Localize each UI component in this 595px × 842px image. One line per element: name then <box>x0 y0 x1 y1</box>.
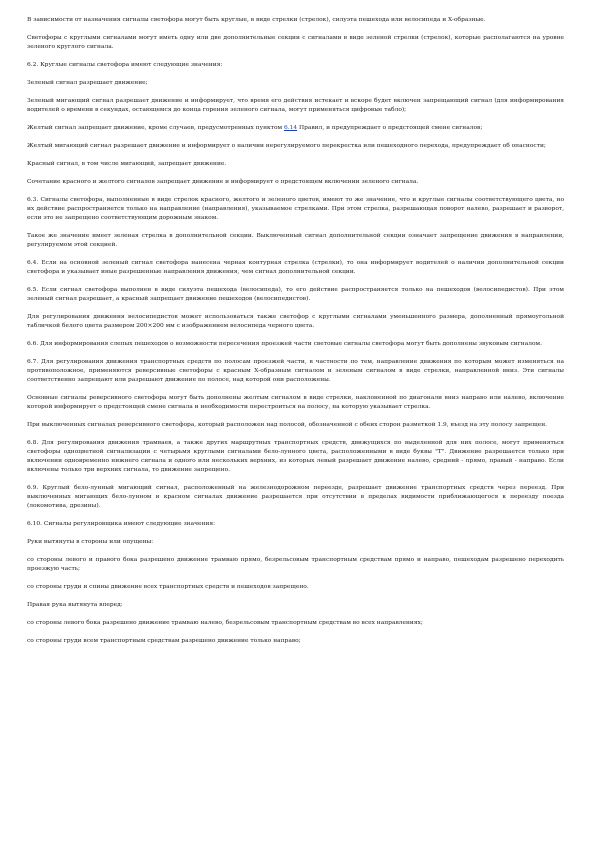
paragraph: Красный сигнал, в том числе мигающий, запрещает движение. <box>27 161 227 167</box>
section-6-4: 6.4. Если на основной зеленый сигнал светофора нанесена черная контурная стрелка (стрелки), то она информирует водителей о наличии дополнительной секции светофора и указывает иные разрешенные направления движения, чем сигнал дополнительной секции. <box>27 260 564 275</box>
paragraph: Такое же значение имеет зеленая стрелка в дополнительной секции. Выключенный сигнал дополнительной секции означает запрещение движения в направлении, регулируемом этой секцией. <box>27 233 564 248</box>
paragraph: Правая рука вытянута вперед: <box>27 602 123 608</box>
paragraph-text-before-link: Желтый сигнал запрещает движение, кроме случаев, предусмотренных пунктом <box>27 125 284 131</box>
paragraph: Зеленый мигающий сигнал разрешает движение и информирует, что время его действия истекает и вскоре будет включен запрещающий сигнал (для информирования водителей о времени в секундах, остающемся до конца горения зеленого сигнала, могут применяться цифровые табло); <box>27 98 564 113</box>
paragraph: Сочетание красного и желтого сигналов запрещает движение и информирует о предстоящем включении зеленого сигнала. <box>27 179 419 185</box>
section-heading-6-10: 6.10. Сигналы регулировщика имеют следующие значения: <box>27 521 216 527</box>
section-heading-6-2: 6.2. Круглые сигналы светофора имеют следующие значения: <box>27 62 223 68</box>
section-6-5: 6.5. Если сигнал светофора выполнен в виде силуэта пешехода (велосипеда), то его действие распространяется только на пешеходов (велосипедистов). При этом зеленый сигнал разрешает, а красный запрещает движение пешеходов (велосипедистов). <box>27 287 564 302</box>
paragraph: Желтый мигающий сигнал разрешает движение и информирует о наличии нерегулируемого перекрестка или пешеходного перехода, предупреждает об опасности; <box>27 143 546 149</box>
paragraph-with-link <box>27 124 564 133</box>
section-6-9: 6.9. Круглый бело-лунный мигающий сигнал, расположенный на железнодорожном переезде, разрешает движение транспортных средств через переезд. При выключенных мигающих бело-лунном и красном сигналах движение разрешается при отсутствии в пределах видимости приближающегося к переезду поезда (локомотива, дрезины). <box>27 485 564 509</box>
section-6-6: 6.6. Для информирования слепых пешеходов о возможности пересечения проезжей части световые сигналы светофора могут быть дополнены звуковым сигналом. <box>27 341 542 347</box>
document-body <box>27 16 564 655</box>
paragraph: со стороны левого бока разрешено движение трамваю налево, безрельсовым транспортным средствам во всех направлениях; <box>27 620 423 626</box>
paragraph: При выключенных сигналах реверсивного светофора, который расположен над полосой, обозначенной с обеих сторон разметкой 1.9, въезд на эту полосу запрещен. <box>27 422 548 428</box>
paragraph: В зависимости от назначения сигналы светофора могут быть круглые, в виде стрелки (стрелок), силуэта пешехода или велосипеда и X-образные. <box>27 17 486 23</box>
paragraph: Светофоры с круглыми сигналами могут иметь одну или две дополнительные секции с сигналами в виде зеленой стрелки (стрелок), которые располагаются на уровне зеленого круглого сигнала. <box>27 35 564 50</box>
paragraph: Для регулирования движения велосипедистов может использоваться также светофор с круглыми сигналами уменьшенного размера, дополненный прямоугольной табличкой белого цвета размером 200×200 мм с изображением велосипеда черного цвета. <box>27 314 564 329</box>
paragraph: со стороны груди и спины движение всех транспортных средств и пешеходов запрещено. <box>27 584 309 590</box>
paragraph: Основные сигналы реверсивного светофора могут быть дополнены желтым сигналом в виде стрелки, наклоненной по диагонали вниз направо или налево, включение которой информирует о предстоящей смене сигнала и необходимости перестроиться на полосу, на которую указывает стрелка. <box>27 395 564 410</box>
paragraph: со стороны груди всем транспортным средствам разрешено движение только направо; <box>27 638 301 644</box>
paragraph: со стороны левого и правого бока разрешено движение трамваю прямо, безрельсовым транспортным средствам прямо и направо, пешеходам разрешено переходить проезжую часть; <box>27 557 564 572</box>
paragraph-text-after-link: Правил, и предупреждает о предстоящей смене сигналов; <box>297 125 483 131</box>
paragraph: Руки вытянуты в стороны или опущены: <box>27 539 154 545</box>
rule-6-14-link[interactable]: 6.14 <box>283 125 298 131</box>
paragraph: Зеленый сигнал разрешает движение; <box>27 80 148 86</box>
section-6-3: 6.3. Сигналы светофора, выполненные в виде стрелок красного, желтого и зеленого цветов, имеют то же значение, что и круглые сигналы соответствующего цвета, но их действие распространяется только на направление (направления), указываемое стрелками. При этом стрелка, разрешающая поворот налево, разрешает и разворот, если это не запрещено соответствующим дорожным знаком. <box>27 197 564 221</box>
section-6-7: 6.7. Для регулирования движения транспортных средств по полосам проезжей части, в частности по тем, направление движения по которым может изменяться на противоположное, применяются реверсивные светофоры с красным X-образным сигналом и зеленым сигналом в виде стрелки, направленной вниз. Эти сигналы соответственно запрещают или разрешают движение по полосе, над которой они расположены. <box>27 359 564 383</box>
section-6-8: 6.8. Для регулирования движения трамваев, а также других маршрутных транспортных средств, движущихся по выделенной для них полосе, могут применяться светофоры одноцветной сигнализации с четырьмя круглыми сигналами бело-лунного цвета, расположенными в виде буквы "Т". Движение разрешается только при включении одновременно нижнего сигнала и одного или нескольких верхних, из которых левый разрешает движение налево, средний - прямо, правый - направо. Если включены только три верхних сигнала, то движение запрещено. <box>27 440 564 473</box>
